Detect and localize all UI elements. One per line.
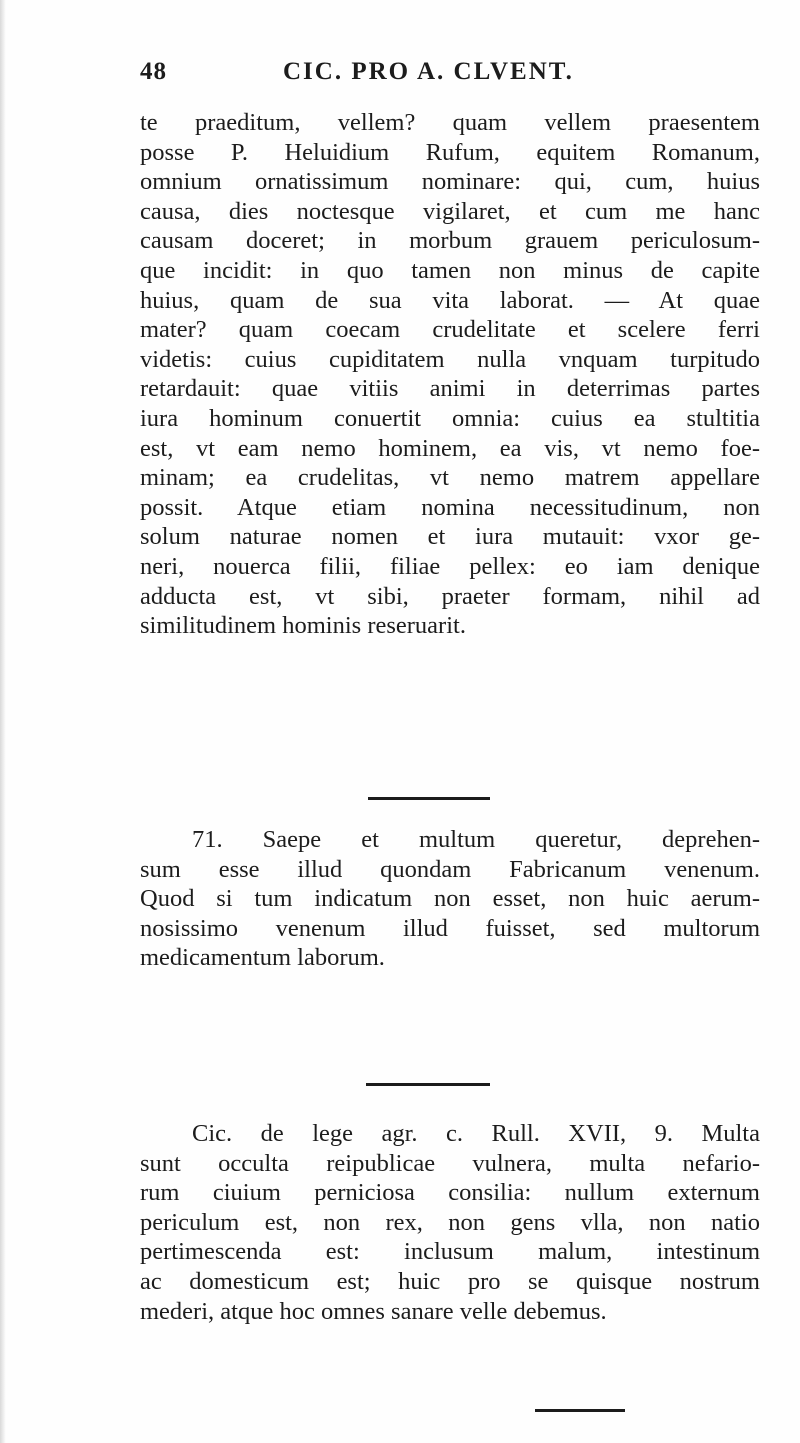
text-line: periculum est, non rex, non gens vlla, non natio [140, 1208, 760, 1236]
text-line: sum esse illud quondam Fabricanum venenum. [140, 855, 760, 883]
text-line: Quod si tum indicatum non esset, non huic aerum- [140, 885, 760, 913]
text-line: causam doceret; in morbum grauem periculosum- [140, 227, 760, 255]
text-line: pertimescenda est: inclusum malum, intestinum [140, 1238, 760, 1266]
text-line: que incidit: in quo tamen non minus de capite [140, 256, 760, 284]
paragraph-1 [140, 108, 760, 641]
closing-rule [535, 1409, 625, 1412]
paragraph-3 [140, 1119, 760, 1326]
text-line: similitudinem hominis reseruarit. [140, 612, 466, 640]
text-line: huius, quam de sua vita laborat. — At quae [140, 286, 760, 314]
text-line: nosissimo venenum illud fuisset, sed multorum [140, 914, 760, 942]
running-head: CIC. PRO A. CLVENT. [283, 58, 574, 85]
section-divider [366, 1083, 490, 1086]
text-line: omnium ornatissimum nominare: qui, cum, huius [140, 168, 760, 196]
text-line: Cic. de lege agr. c. Rull. XVII, 9. Multa [192, 1120, 760, 1147]
page-edge-shadow [0, 0, 6, 1443]
text-line: possit. Atque etiam nomina necessitudinum, non [140, 493, 760, 521]
text-line: mater? quam coecam crudelitate et scelere ferri [140, 316, 760, 344]
text-line: retardauit: quae vitiis animi in deterrimas partes [140, 375, 760, 403]
text-line: rum ciuium perniciosa consilia: nullum externum [140, 1179, 760, 1207]
text-line: est, vt eam nemo hominem, ea vis, vt nemo foe- [140, 434, 760, 462]
text-line: neri, nouerca filii, filiae pellex: eo iam denique [140, 552, 760, 580]
text-line: causa, dies noctesque vigilaret, et cum me hanc [140, 197, 760, 225]
text-line: minam; ea crudelitas, vt nemo matrem appellare [140, 464, 760, 492]
text-line: iura hominum conuertit omnia: cuius ea stultitia [140, 404, 760, 432]
text-line: te praeditum, vellem? quam vellem praesentem [140, 109, 760, 136]
text-line: mederi, atque hoc omnes sanare velle debemus. [140, 1297, 607, 1325]
page-header [140, 58, 760, 88]
text-line: sunt occulta reipublicae vulnera, multa nefario- [140, 1149, 760, 1177]
text-line: ac domesticum est; huic pro se quisque nostrum [140, 1267, 760, 1295]
text-line: videtis: cuius cupiditatem nulla vnquam turpitudo [140, 345, 760, 373]
text-line: posse P. Heluidium Rufum, equitem Romanum, [140, 138, 760, 166]
text-line: solum naturae nomen et iura mutauit: vxor ge- [140, 523, 760, 551]
page-number: 48 [140, 58, 167, 85]
text-line: 71. Saepe et multum queretur, deprehen- [192, 826, 760, 853]
text-line: medicamentum laborum. [140, 944, 385, 972]
section-divider [368, 797, 490, 800]
paragraph-2 [140, 825, 760, 973]
text-line: adducta est, vt sibi, praeter formam, nihil ad [140, 582, 760, 610]
